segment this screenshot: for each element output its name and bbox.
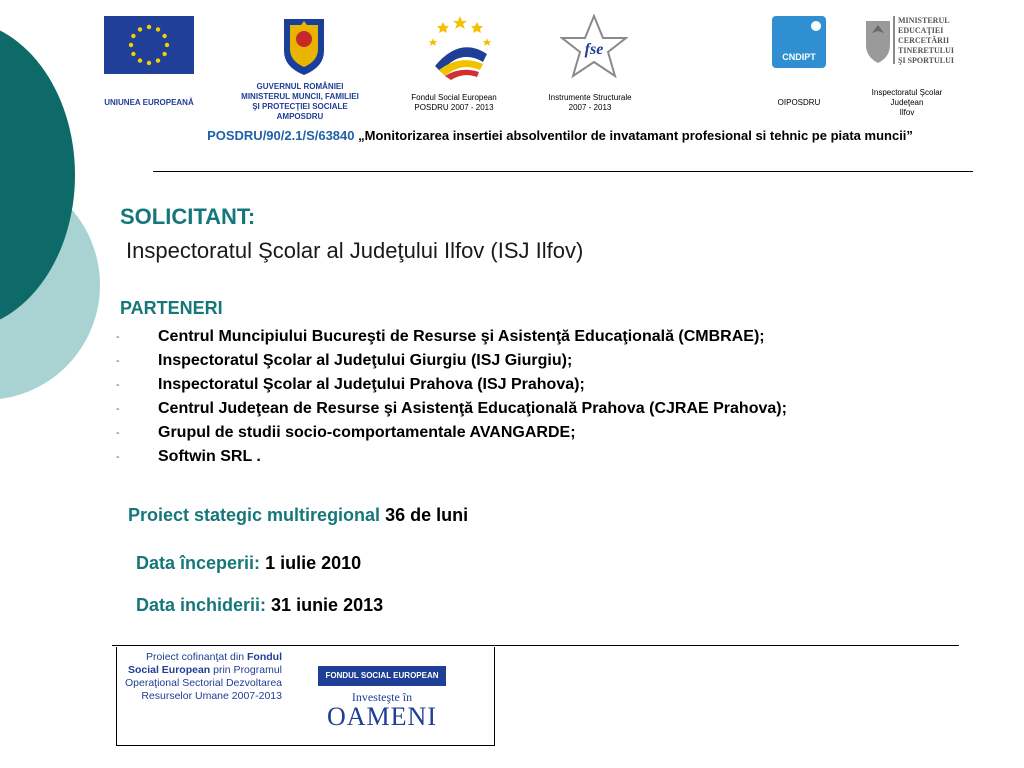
invest-big-text: OAMENI (327, 702, 437, 731)
end-value: 31 iunie 2013 (271, 595, 384, 615)
project-line (120, 128, 1000, 143)
header-divider (153, 171, 973, 172)
solicitant-name: Inspectoratul Şcolar al Judeţului Ilfov (ISJ Ilfov) (126, 238, 584, 263)
svg-text:fse: fse (584, 41, 604, 58)
bullet-dash: - (116, 451, 120, 463)
eu-flag-icon (104, 16, 194, 79)
romania-coat-of-arms-icon (280, 15, 328, 82)
project-duration (128, 505, 468, 526)
cndipt-logo-icon: CNDIPT (772, 16, 826, 68)
duration-label: Proiect stategic multiregional (128, 505, 381, 525)
ministry-logo-text: MINISTERUL EDUCAŢIEI CERCETĂRII TINERETULUI ŞI SPORTULUI (898, 16, 955, 65)
solicitant-label: SOLICITANT: (120, 204, 256, 229)
cndipt-caption: OIPOSDRU (777, 98, 821, 107)
end-date (136, 595, 383, 616)
bullet-dash: - (116, 355, 120, 367)
invest-small-text: Investeşte în (351, 690, 413, 704)
start-value: 1 iulie 2010 (265, 553, 362, 573)
gov-caption: GUVERNUL ROMÂNIEI MINISTERUL MUNCII, FAMILIEI ŞI PROTECŢIEI SOCIALE AMPOSDRU (241, 82, 359, 121)
end-label: Data inchiderii: (136, 595, 267, 615)
footer-divider (112, 645, 959, 646)
fse-struct-caption: Instrumente Structurale 2007 - 2013 (548, 93, 632, 112)
bullet-dash: - (116, 403, 120, 415)
bullet-dash: - (116, 379, 120, 391)
bullet-dash: - (116, 331, 120, 343)
fse-star-icon (560, 14, 628, 85)
footer-cofinance-text: Proiect cofinanţat din Fondul Social European prin Programul Operaţional Sectorial Dezvoltarea Resurselor Umane 2007-2013 (125, 651, 282, 702)
duration-value: 36 de luni (385, 505, 469, 525)
fse-badge: FONDUL SOCIAL EUROPEAN (318, 666, 446, 686)
bullet-dash: - (116, 427, 120, 439)
ministry-caption: Inspectoratul Şcolar Judeţean Ilfov (871, 88, 943, 117)
project-code: POSDRU/90/2.1/S/63840 (207, 128, 355, 143)
fse-posdru-caption: Fondul Social European POSDRU 2007 - 2013 (411, 93, 497, 112)
ministry-crest-icon (862, 15, 894, 70)
eu-caption: UNIUNEA EUROPEANĂ (104, 98, 194, 107)
project-title: „Monitorizarea insertiei absolventilor de invatamant profesional si tehnic pe piata muncii” (358, 128, 913, 143)
ministry-divider (893, 16, 895, 64)
stars-arc-icon (425, 14, 495, 85)
parteneri-label: PARTENERI (120, 298, 223, 318)
start-label: Data începerii: (136, 553, 261, 573)
start-date (136, 553, 361, 574)
